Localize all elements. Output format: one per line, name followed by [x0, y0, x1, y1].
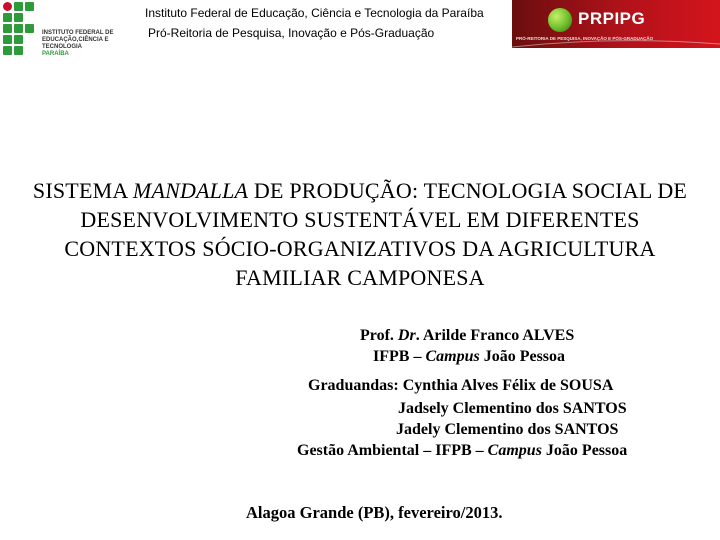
course-prefix: Gestão Ambiental – IFPB – — [297, 442, 488, 459]
if-logo-text-line1: INSTITUTO FEDERAL DE — [42, 30, 114, 36]
advisor-inst-rest: João Pessoa — [479, 348, 566, 365]
slide-title — [20, 176, 700, 292]
course-campus: Campus — [487, 442, 542, 459]
advisor-institution — [373, 348, 565, 366]
globe-icon — [548, 8, 572, 32]
student-line-3: Jadely Clementino dos SANTOS — [396, 421, 619, 438]
if-logo-text-line2: EDUCAÇÃO,CIÊNCIA E TECNOLOGIA — [42, 37, 109, 50]
prpipg-subtitle: PRÓ-REITORIA DE PESQUISA, INOVAÇÃO E PÓS-GRADUAÇÃO — [516, 36, 654, 41]
institution-name: Instituto Federal de Educação, Ciência e Tecnologia da Paraíba — [145, 6, 484, 20]
prorectory-name: Pró-Reitoria de Pesquisa, Inovação e Pós-Graduação — [148, 26, 435, 40]
advisor-fullname: . Arilde Franco ALVES — [415, 327, 575, 344]
advisor-name — [360, 327, 574, 345]
place-date: Alagoa Grande (PB), fevereiro/2013. — [246, 503, 503, 522]
if-logo-campus: PARAÍBA — [42, 51, 69, 57]
advisor-inst-prefix: IFPB – — [373, 348, 426, 365]
student-line-2: Jadsely Clementino dos SANTOS — [398, 400, 627, 417]
course-rest: João Pessoa — [541, 442, 628, 459]
student-line-1: Graduandas: Cynthia Alves Félix de SOUSA — [308, 377, 614, 394]
course-line — [297, 442, 627, 460]
advisor-campus: Campus — [425, 348, 480, 365]
advisor-prefix: Prof. — [360, 327, 398, 344]
if-logo-text — [42, 30, 142, 58]
title-prefix: SISTEMA — [32, 178, 133, 203]
advisor-dr: Dr — [397, 327, 416, 344]
prpipg-logo — [512, 0, 720, 48]
title-rest: DE PRODUÇÃO: TECNOLOGIA SOCIAL DE DESENVOLVIMENTO SUSTENTÁVEL EM DIFERENTES CONTEXTOS SÓCIO-ORGANIZATIVOS DA AGRICULTURA FAMILIAR CAMPONESA — [64, 178, 688, 290]
title-italic-word: MANDALLA — [132, 178, 249, 203]
prpipg-brand: PRPIPG — [578, 9, 646, 28]
if-logo — [3, 2, 39, 58]
slide-header — [0, 0, 720, 70]
